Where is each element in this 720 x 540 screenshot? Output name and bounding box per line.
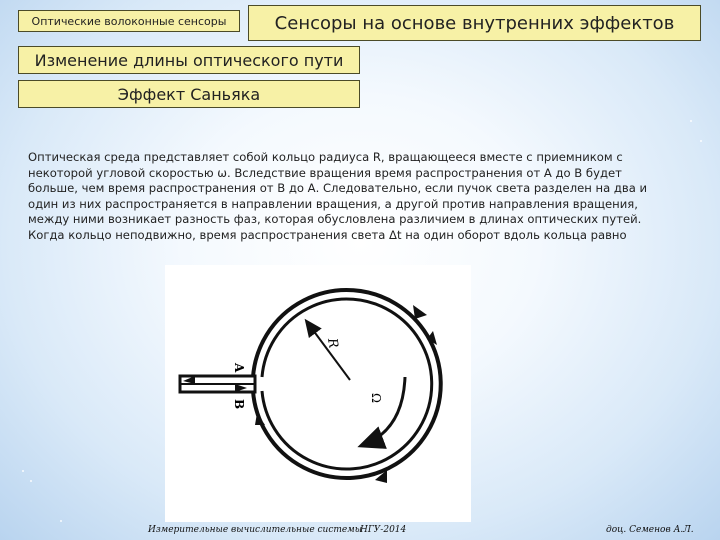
paragraph-line: один из них распространяется в направлении вращения, а другой против направления вращения,: [28, 196, 638, 211]
radius-arrow: [307, 322, 350, 380]
label-omega: Ω: [369, 393, 383, 403]
paragraph-line: больше, чем время распространения от В до А. Следовательно, если пучок света разделен на два и: [28, 181, 648, 195]
footer-university: НГУ-2014: [360, 525, 407, 535]
page-title: Сенсоры на основе внутренних эффектов: [248, 5, 701, 41]
footer-author: доц. Семенов А.Л.: [606, 525, 694, 535]
label-b: B: [232, 399, 246, 410]
ring-outer: [253, 290, 441, 478]
ring-inner: [262, 299, 432, 469]
ring-arrow-top: [413, 305, 427, 319]
paragraph-line: Когда кольцо неподвижно, время распространения света Δt на один оборот вдоль кольца равно: [28, 227, 627, 242]
label-radius: R: [324, 337, 341, 350]
subheading-sagnac-effect: Эффект Саньяка: [18, 80, 360, 108]
paragraph-line: некоторой угловой скоростью ω. Вследствие вращения время распространения от А до В будет: [28, 165, 622, 180]
subheading-path-length: Изменение длины оптического пути: [18, 46, 360, 74]
ring-diagram-svg: [165, 265, 471, 522]
sagnac-ring-diagram: [165, 265, 471, 522]
footer-course: Измерительные вычислительные системы: [148, 525, 363, 535]
paragraph-line: Оптическая среда представляет собой кольцо радиуса R, вращающееся вместе с приемником с: [28, 150, 623, 164]
paragraph-line: между ними возникает разность фаз, которая обусловлена различием в длинах оптических путей.: [28, 212, 642, 226]
description-paragraph: [28, 150, 693, 243]
rotation-arc: [363, 377, 405, 445]
label-a: A: [232, 363, 246, 373]
section-label: Оптические волоконные сенсоры: [18, 10, 240, 32]
